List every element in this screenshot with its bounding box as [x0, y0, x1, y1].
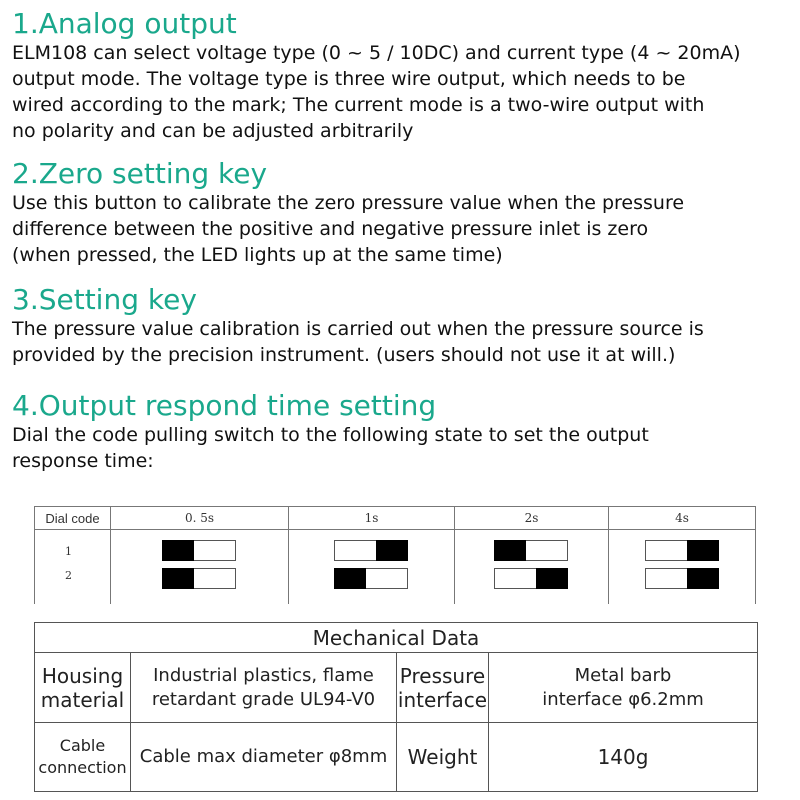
dial-code-table	[34, 506, 756, 604]
dip-switch-knob	[536, 568, 568, 589]
dip-switch-2	[645, 568, 719, 589]
dip-switch-knob	[334, 568, 366, 589]
section-text	[12, 316, 792, 368]
dial-cell	[609, 530, 756, 605]
text-line: Use this button to calibrate the zero pressure value when the pressure	[12, 192, 685, 214]
dip-switch-knob	[687, 568, 719, 589]
dip-switch-knob	[494, 540, 526, 561]
value-line: retardant grade UL94-V0	[151, 688, 376, 710]
label-line: Cable	[59, 736, 106, 755]
pressure-interface-value	[489, 653, 758, 723]
dip-switch-2	[494, 568, 568, 589]
section-heading: 1.Analog output	[12, 7, 237, 40]
value-line: Industrial plastics, flame	[153, 664, 374, 686]
text-line: output mode. The voltage type is three wire output, which needs to be	[12, 68, 686, 90]
section-setting-key	[12, 284, 792, 368]
dip-switch-1	[334, 540, 408, 561]
dip-switch-knob	[162, 540, 194, 561]
mechanical-data-title: Mechanical Data	[35, 623, 758, 653]
section-zero-setting-key	[12, 158, 792, 268]
label-line: Pressure	[399, 663, 486, 688]
dial-row-label: 1	[65, 545, 72, 558]
cable-connection-label	[35, 723, 131, 792]
dip-switch-knob	[376, 540, 408, 561]
mechanical-data-table	[34, 622, 758, 792]
dip-switch-2	[162, 568, 236, 589]
value-line: interface φ6.2mm	[542, 688, 704, 710]
value-line: Metal barb	[574, 664, 672, 686]
section-heading: 4.Output respond time setting	[12, 389, 437, 422]
dial-column-header: 4s	[609, 507, 756, 530]
dial-row-label: 2	[65, 569, 72, 582]
dial-row-labels	[35, 530, 111, 605]
dip-switch-knob	[687, 540, 719, 561]
dip-switch-2	[334, 568, 408, 589]
text-line: The pressure value calibration is carried out when the pressure source is	[12, 318, 704, 340]
text-line: no polarity and can be adjusted arbitrarily	[12, 120, 414, 142]
text-line: Dial the code pulling switch to the following state to set the output	[12, 424, 649, 446]
text-line: ELM108 can select voltage type (0 ~ 5 / 10DC) and current type (4 ~ 20mA)	[12, 42, 741, 64]
cable-connection-value: Cable max diameter φ8mm	[131, 723, 397, 792]
housing-material-value	[131, 653, 397, 723]
housing-material-label	[35, 653, 131, 723]
dip-switch-1	[645, 540, 719, 561]
text-line: difference between the positive and negative pressure inlet is zero	[12, 218, 649, 240]
dip-switch-1	[494, 540, 568, 561]
section-analog-output	[12, 8, 792, 144]
section-text	[12, 422, 792, 474]
weight-label: Weight	[397, 723, 489, 792]
dial-cell	[111, 530, 289, 605]
dip-switch-1	[162, 540, 236, 561]
label-line: interface	[397, 687, 488, 712]
dial-column-header: 0. 5s	[111, 507, 289, 530]
label-line: connection	[38, 758, 127, 777]
label-line: Housing	[41, 663, 124, 688]
section-output-respond-time	[12, 390, 792, 474]
section-heading: 3.Setting key	[12, 283, 197, 316]
text-line: provided by the precision instrument. (users should not use it at will.)	[12, 344, 676, 366]
dial-cell	[289, 530, 455, 605]
dial-cell	[455, 530, 609, 605]
dial-code-header: Dial code	[35, 507, 111, 530]
section-text	[12, 190, 792, 268]
pressure-interface-label	[397, 653, 489, 723]
text-line: (when pressed, the LED lights up at the same time)	[12, 244, 503, 266]
text-line: response time:	[12, 450, 154, 472]
weight-value: 140g	[489, 723, 758, 792]
section-heading: 2.Zero setting key	[12, 157, 268, 190]
text-line: wired according to the mark; The current mode is a two-wire output with	[12, 94, 705, 116]
label-line: material	[40, 687, 125, 712]
section-text	[12, 40, 792, 144]
dial-column-header: 2s	[455, 507, 609, 530]
dip-switch-knob	[162, 568, 194, 589]
dial-column-header: 1s	[289, 507, 455, 530]
